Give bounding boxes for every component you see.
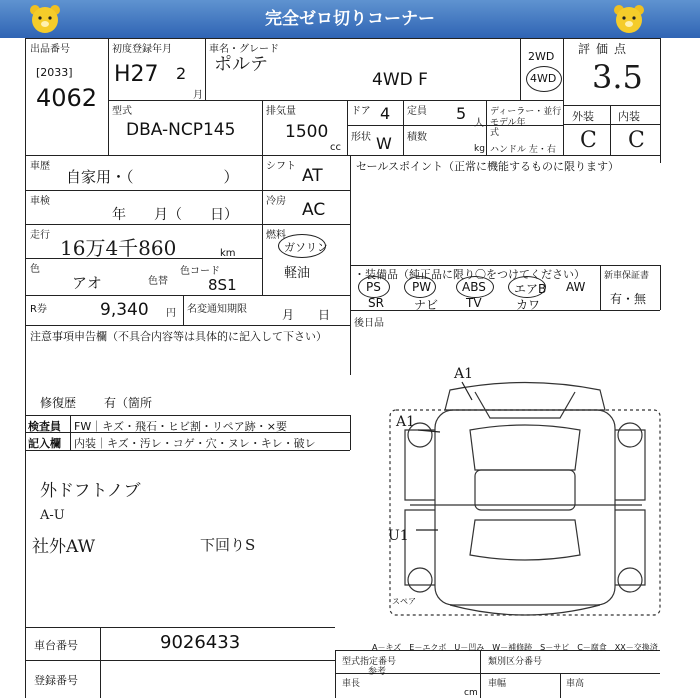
new-warranty-value: 有・無 [610,292,647,306]
mark-a1-top: A1 [454,366,474,382]
equip-navi: ナビ [414,298,439,312]
first-reg-label: 初度登録年月 [112,44,172,55]
recycle-unit: 円 [166,308,176,319]
equipment-label: ・装備品（純正品に限り〇をつけてください） [354,268,585,281]
repair-value: 有（箇所 [104,396,153,410]
equip-aw: AW [566,280,586,294]
score-value: 3.5 [592,58,643,96]
mileage-value: 16万4千860 [60,236,177,260]
notes-label: 注意事項申告欄（不具合内容等は具体的に記入して下さい） [30,330,327,343]
aircon-value: AC [302,200,326,220]
chassis-value: 9026433 [160,632,241,653]
cm-unit: cm [464,688,478,698]
displacement-value: 1500 [285,122,329,142]
circle-mark [456,276,494,298]
capacity-unit: 人 [474,118,484,129]
length-label: 車長 [342,679,361,689]
displacement-label: 排気量 [266,106,296,117]
fuel-label: 燃料 [266,230,286,241]
width-label: 車幅 [488,679,507,689]
fuel-gasoline: ガソリン [284,241,328,254]
drive-2wd: 2WD [528,50,555,63]
lot-label: 出品番号 [30,44,70,55]
spare-label: スペア [392,597,416,606]
score-ext-label: 外装 [572,110,594,123]
equip-tv: TV [466,296,482,310]
rear-seat-label: 後日品 [354,318,384,329]
repair-label: 修復歴 [40,396,77,410]
inspection-label: 車検 [30,196,50,207]
new-warranty-label: 新車保証書 [604,271,650,281]
capacity-value: 5 [456,104,467,123]
damage-legend: A－キズ E－エクボ U－凹み W－補修跡 S－サビ C－腐食 XX－交換済 [372,643,658,652]
category-number-label: 類別区分番号 [488,657,543,667]
equip-pw: PW [412,280,432,294]
shift-label: シフト [266,161,296,172]
chassis-label: 車台番号 [34,639,78,652]
color-value: アオ [72,274,102,292]
equip-abs: ABS [462,280,486,294]
fuel-diesel: 軽油 [284,266,311,281]
car-grade: 4WD F [372,70,428,90]
drive-4wd: 4WD [530,72,557,85]
color-label: 色 [30,264,40,275]
mileage-label: 走行 [30,230,50,241]
color-code-label: 色コード [180,266,220,277]
equip-airbag: エアB [514,282,547,296]
inspection-value: 年 月（ 日） [112,207,238,223]
load-label: 積数 [407,132,427,143]
shape-value: W [376,134,392,153]
equip-sr: SR [368,296,384,310]
dealer-label: ディーラー・並行 [490,107,562,117]
sales-point-label: セールスポイント（正常に機能するものに限ります） [356,160,620,173]
first-reg-era: H27 [114,62,159,87]
equip-ps: PS [366,280,381,294]
car-name: ポルテ [214,54,268,75]
score-ext: C [580,128,597,153]
circle-mark [358,276,390,298]
handwritten-note4: 下回りS [200,536,256,554]
mark-a1-side: A1 [396,414,416,430]
capacity-label: 定員 [407,106,427,117]
color-code: 8S1 [208,276,237,294]
tax-expiry-value: 月 日 [282,308,331,322]
score-int: C [628,128,645,153]
circle-mark [404,276,436,298]
history-label: 車歴 [30,161,50,172]
month-unit: 月 [193,90,203,101]
model-value: DBA-NCP145 [126,120,236,140]
shape-label: 形状 [351,132,371,143]
recycle-label: R券 [30,304,47,315]
inspector-label2: 記入欄 [28,437,61,450]
handle-label: ハンドル 左・右 [490,145,556,155]
tax-expiry-label: 名変通知期限 [187,304,247,315]
color-change-label: 色替 [148,276,168,287]
aircon-label: 冷房 [266,196,286,207]
score-label: 評価点 [578,42,633,56]
height-label: 車高 [566,679,585,689]
lot-small: [2033] [36,66,73,79]
handwritten-note1: 外ドフトノブ [40,481,141,501]
circle-mark [508,276,546,298]
score-int-label: 内装 [618,110,640,123]
ref-label: 参考 [368,667,387,677]
model-year-label: モデル年式 [490,118,526,138]
inspector-label1: 検査員 [28,420,61,433]
cc-unit: cc [330,142,341,153]
registration-label: 登録番号 [34,674,78,687]
doors-label: ドア [351,106,371,117]
banner-title: 完全ゼロ切りコーナー [265,9,435,29]
mark-u1: U1 [388,528,409,544]
model-label: 型式 [112,106,132,117]
inspector-row1: FW｜キズ・飛石・ヒビ割・リペア跡・×要 [74,420,287,433]
handwritten-note3: 社外AW [32,537,96,557]
car-name-label: 車名・グレード [209,44,279,55]
first-reg-month: 2 [176,64,187,83]
lot-number: 4062 [36,84,98,112]
mileage-unit: km [220,248,236,259]
type-designation-label: 型式指定番号 [342,657,397,667]
history-value: 自家用・（ ） [66,168,239,186]
equip-leather: カワ [516,298,541,312]
shift-value: AT [302,166,323,186]
inspector-row2: 内装｜キズ・汚レ・コゲ・穴・ヌレ・キレ・破レ [74,437,316,450]
recycle-value: 9,340 [100,300,149,320]
load-unit: kg [474,144,485,154]
handwritten-note2: A-U [40,508,65,523]
doors-value: 4 [380,104,391,123]
car-diagram [380,370,670,640]
